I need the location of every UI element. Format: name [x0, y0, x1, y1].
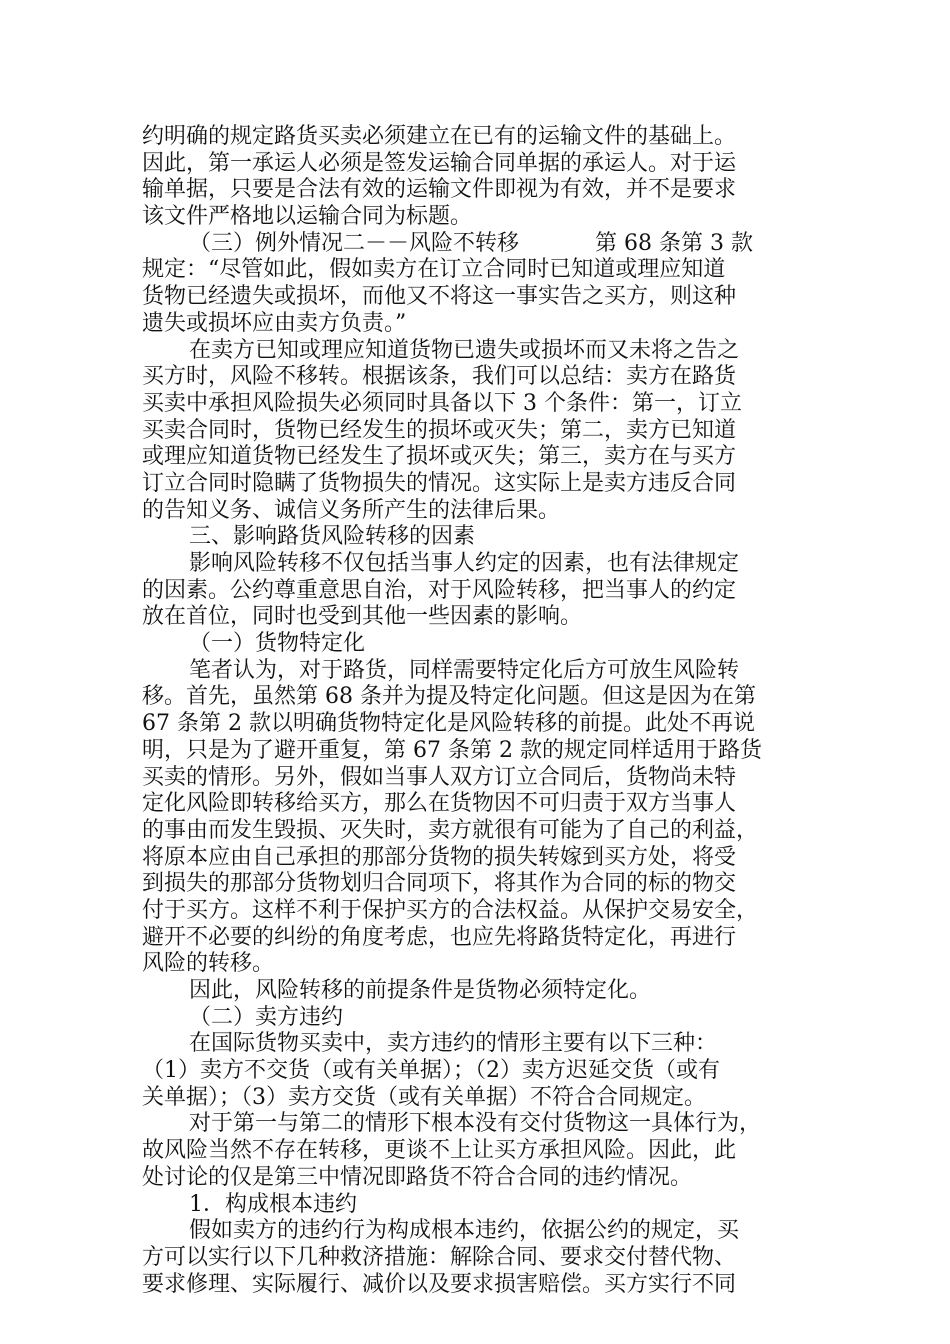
- paragraph-start: 在国际货物买卖中，卖方违约的情形主要有以下三种：: [189, 1031, 718, 1057]
- paragraph-start: 笔者认为，对于路货，同样需要特定化后方可放生风险转: [189, 657, 740, 683]
- paragraph-start: 假如卖方的违约行为构成根本违约，依据公约的规定，买: [189, 1218, 740, 1244]
- text-line: 或理应知道货物已经发生了损坏或灭失；第三，卖方在与买方: [142, 444, 737, 470]
- section-heading-line: [142, 231, 808, 258]
- text-line: 67 条第 2 款以明确货物特定化是风险转移的前提。此处不再说: [142, 711, 755, 737]
- text-line: 订立合同时隐瞒了货物损失的情况。这实际上是卖方违反合同: [142, 470, 737, 496]
- section-heading: （二）卖方违约: [189, 1004, 344, 1030]
- paragraph-start: 影响风险转移不仅包括当事人约定的因素，也有法律规定: [189, 551, 740, 576]
- text-line: 定化风险即转移给买方，那么在货物因不可归责于双方当事人: [142, 791, 737, 817]
- text-line: 买卖合同时，货物已经发生的损坏或灭失；第二，卖方已知道: [142, 417, 737, 443]
- text-line: 明，只是为了避开重复，第 67 条第 2 款的规定同样适用于路货: [142, 737, 762, 763]
- text-line: 风险的转移。: [142, 951, 275, 977]
- document-page: [142, 124, 808, 1298]
- paragraph-start: 对于第一与第二的情形下根本没有交付货物这一具体行为，: [189, 1111, 762, 1137]
- text-line: （1）卖方不交货（或有关单据）；（2）卖方迟延交货（或有: [142, 1058, 720, 1084]
- text-line: 付于买方。这样不利于保护买方的合法权益。从保护交易安全，: [142, 897, 759, 923]
- text-line: 关单据）；（3）卖方交货（或有关单据）不符合合同规定。: [142, 1084, 706, 1110]
- section-heading: （三）例外情况二－－风险不转移: [189, 230, 520, 256]
- text-line: 要求修理、实际履行、减价以及要求损害赔偿。买方实行不同: [142, 1271, 737, 1297]
- text-line: 该文件严格地以运输合同为标题。: [142, 204, 473, 230]
- section-heading: 1．构成根本违约: [189, 1191, 357, 1217]
- text-line: 买卖中承担风险损失必须同时具备以下 3 个条件：第一，订立: [142, 390, 742, 416]
- text-line: 输单据，只要是合法有效的运输文件即视为有效，并不是要求: [142, 177, 737, 203]
- text-line: 放在首位，同时也受到其他一些因素的影响。: [142, 604, 583, 630]
- paragraph-start: 因此，风险转移的前提条件是货物必须特定化。: [189, 978, 652, 1003]
- text-line: 因此，第一承运人必须是签发运输合同单据的承运人。对于运: [142, 150, 737, 176]
- text-line: 买卖的情形。另外，假如当事人双方订立合同后，货物尚未特: [142, 764, 737, 790]
- text-line: 方可以实行以下几种救济措施：解除合同、要求交付替代物、: [142, 1244, 737, 1270]
- text-line: 处讨论的仅是第三中情况即路货不符合合同的违约情况。: [142, 1164, 693, 1190]
- text-line: 到损失的那部分货物划归合同项下，将其作为合同的标的物交: [142, 871, 737, 897]
- text-line: 的因素。公约尊重意思自治，对于风险转移，把当事人的约定: [142, 577, 737, 603]
- text-line: 故风险当然不存在转移，更谈不上让买方承担风险。因此，此: [142, 1138, 737, 1164]
- section-heading: （一）货物特定化: [189, 631, 366, 657]
- text-line: 规定：“尽管如此，假如卖方在订立合同时已知道或理应知道: [142, 257, 726, 283]
- text-line: 买方时，风险不移转。根据该条，我们可以总结：卖方在路货: [142, 364, 737, 390]
- text-line: 的告知义务、诚信义务所产生的法律后果。: [142, 497, 561, 523]
- text-line: 将原本应由自己承担的那部分货物的损失转嫁到买方处，将受: [142, 844, 737, 870]
- text-line: 的事由而发生毁损、灭失时，卖方就很有可能为了自己的利益，: [142, 817, 759, 843]
- article-reference: 第 68 条第 3 款: [595, 230, 753, 256]
- section-heading: 三、影响路货风险转移的因素: [189, 524, 476, 550]
- text-line: 约明确的规定路货买卖必须建立在已有的运输文件的基础上。: [142, 124, 737, 149]
- paragraph-start: 在卖方已知或理应知道货物已遗失或损坏而又未将之告之: [189, 337, 740, 363]
- text-line: 遗失或损坏应由卖方负责。”: [142, 310, 407, 336]
- text-line: 避开不必要的纠纷的角度考虑，也应先将路货特定化，再进行: [142, 924, 737, 950]
- text-line: 货物已经遗失或损坏，而他又不将这一事实告之买方，则这种: [142, 284, 737, 310]
- text-line: 移。首先，虽然第 68 条并为提及特定化问题。但这是因为在第: [142, 684, 756, 710]
